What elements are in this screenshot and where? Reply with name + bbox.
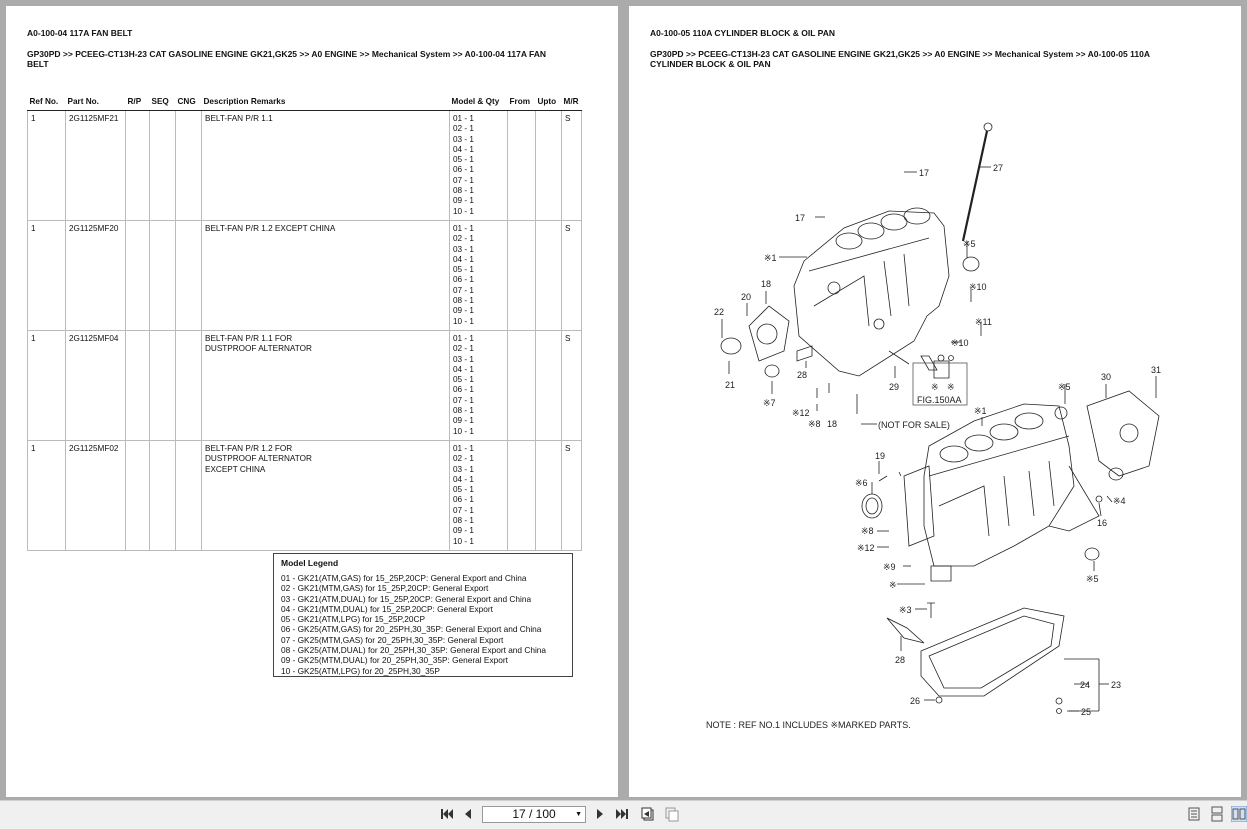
cng-cell <box>176 441 202 551</box>
dipstick-drawing <box>963 123 992 241</box>
model-qty-line: 10 - 1 <box>453 536 474 546</box>
part-no: 2G1125MF02 <box>66 441 126 551</box>
model-qty-line: 02 - 1 <box>453 454 474 464</box>
callout-label: ※4 <box>1113 496 1126 506</box>
model-qty-line: 06 - 1 <box>453 495 474 505</box>
callout-label: 26 <box>910 696 921 706</box>
viewer-toolbar <box>0 800 1247 829</box>
diagram-note: NOTE : REF NO.1 INCLUDES ※MARKED PARTS. <box>706 720 911 730</box>
upto-cell <box>536 331 562 441</box>
legend-item: 05 - GK21(ATM,LPG) for 15_25P,20CP <box>281 614 426 625</box>
model-qty-line: 02 - 1 <box>453 234 474 244</box>
model-qty-line: 08 - 1 <box>453 406 474 416</box>
leader-lines <box>722 167 1156 711</box>
model-qty-line: 08 - 1 <box>453 516 474 526</box>
callout-label: ※12 <box>857 543 875 553</box>
callout-label: ※7 <box>763 398 776 408</box>
model-qty-line: 04 - 1 <box>453 254 474 264</box>
callout-label: 30 <box>1101 372 1112 382</box>
continuous-view-icon[interactable] <box>1209 806 1225 822</box>
model-qty-line: 06 - 1 <box>453 165 474 175</box>
col-header: Model & Qty <box>450 92 508 111</box>
col-header: From <box>508 92 536 111</box>
figure-reference: FIG.150AA <box>917 395 962 405</box>
ref-no: 1 <box>28 441 66 551</box>
model-qty-line: 04 - 1 <box>453 474 474 484</box>
mr-cell: S <box>562 111 582 221</box>
description-line: BELT-FAN P/R 1.1 <box>205 114 273 123</box>
callout-label: ※8 <box>808 419 821 429</box>
model-qty-line: 03 - 1 <box>453 134 474 144</box>
model-qty <box>450 221 508 331</box>
col-header: Description Remarks <box>202 92 450 111</box>
callout-label: ※ <box>889 580 897 590</box>
description-line: BELT-FAN P/R 1.1 FOR <box>205 334 293 343</box>
callout-label: 25 <box>1081 707 1092 717</box>
callout-label: ※ <box>931 382 939 392</box>
rp-cell <box>126 111 150 221</box>
callout-label: ※1 <box>974 406 987 416</box>
callout-label: 31 <box>1151 365 1162 375</box>
from-cell <box>508 111 536 221</box>
model-qty-line: 02 - 1 <box>453 344 474 354</box>
callout-label: ※ <box>947 382 955 392</box>
section-title: A0-100-05 110A CYLINDER BLOCK & OIL PAN <box>650 28 835 38</box>
breadcrumb-line: BELT <box>27 59 49 69</box>
model-qty-line: 05 - 1 <box>453 375 474 385</box>
model-qty-line: 03 - 1 <box>453 354 474 364</box>
not-for-sale-note: (NOT FOR SALE) <box>878 420 950 430</box>
callout-label: 28 <box>895 655 906 665</box>
diagram-labels <box>706 163 1161 730</box>
model-qty-line: 07 - 1 <box>453 285 474 295</box>
callout-label: 21 <box>725 380 736 390</box>
model-qty-line: 07 - 1 <box>453 395 474 405</box>
legend-title: Model Legend <box>281 558 339 568</box>
part-no: 2G1125MF04 <box>66 331 126 441</box>
right-page <box>629 6 1241 797</box>
upper-block-drawing <box>721 208 979 414</box>
callout-label: 24 <box>1080 680 1091 690</box>
callout-label: 18 <box>827 419 838 429</box>
callout-label: 20 <box>741 292 752 302</box>
legend-item: 02 - GK21(MTM,GAS) for 15_25P,20CP: General Export <box>281 583 489 594</box>
callout-label: ※8 <box>861 526 874 536</box>
cng-cell <box>176 331 202 441</box>
exploded-parts-diagram <box>689 116 1209 736</box>
col-header: Part No. <box>66 92 126 111</box>
seq-cell <box>150 331 176 441</box>
model-qty-line: 03 - 1 <box>453 464 474 474</box>
part-no: 2G1125MF20 <box>66 221 126 331</box>
description-line: BELT-FAN P/R 1.2 FOR <box>205 444 293 453</box>
mr-cell: S <box>562 441 582 551</box>
legend-item: 08 - GK25(ATM,DUAL) for 20_25PH,30_35P: General Export and China <box>281 645 547 656</box>
breadcrumb-line: GP30PD >> PCEEG-CT13H-23 CAT GASOLINE ENGINE GK21,GK25 >> A0 ENGINE >> Mechanical System >> A0-100-04 117A FAN <box>27 49 547 59</box>
table-row <box>28 331 582 441</box>
model-qty-line: 03 - 1 <box>453 244 474 254</box>
rp-cell <box>126 441 150 551</box>
callout-label: 22 <box>714 307 725 317</box>
model-qty <box>450 441 508 551</box>
model-qty-line: 06 - 1 <box>453 275 474 285</box>
previous-page-icon[interactable] <box>460 806 476 822</box>
legend-item: 10 - GK25(ATM,LPG) for 20_25PH,30_35P <box>281 665 440 676</box>
description <box>202 111 450 221</box>
rp-cell <box>126 331 150 441</box>
seq-cell <box>150 441 176 551</box>
description <box>202 221 450 331</box>
page-indicator: 17 / 100 <box>512 807 556 821</box>
col-header: R/P <box>126 92 150 111</box>
callout-label: ※9 <box>883 562 896 572</box>
col-header: M/R <box>562 92 582 111</box>
callout-label: ※6 <box>855 478 868 488</box>
model-qty-line: 09 - 1 <box>453 306 474 316</box>
model-qty-line: 01 - 1 <box>453 114 474 123</box>
model-qty-line: 06 - 1 <box>453 385 474 395</box>
upto-cell <box>536 441 562 551</box>
single-page-view-icon[interactable] <box>1186 806 1202 822</box>
callout-label: ※1 <box>764 253 777 263</box>
model-qty-line: 08 - 1 <box>453 186 474 196</box>
model-qty-line: 10 - 1 <box>453 426 474 436</box>
legend-item: 03 - GK21(ATM,DUAL) for 15_25P,20CP: General Export and China <box>281 593 532 604</box>
col-header: SEQ <box>150 92 176 111</box>
legend-item: 09 - GK25(MTM,DUAL) for 20_25PH,30_35P: General Export <box>281 655 508 666</box>
model-qty <box>450 331 508 441</box>
upto-cell <box>536 221 562 331</box>
left-page <box>6 6 618 797</box>
callout-label: 17 <box>795 213 806 223</box>
legend-item: 06 - GK25(ATM,GAS) for 20_25PH,30_35P: General Export and China <box>281 624 542 635</box>
callout-label: 27 <box>993 163 1004 173</box>
mr-cell: S <box>562 221 582 331</box>
model-qty-line: 04 - 1 <box>453 144 474 154</box>
callout-label: ※5 <box>1058 382 1071 392</box>
description-line: DUSTPROOF ALTERNATOR <box>205 344 312 354</box>
breadcrumb <box>27 49 546 69</box>
model-qty-line: 04 - 1 <box>453 364 474 374</box>
section-title: A0-100-04 117A FAN BELT <box>27 28 133 38</box>
description <box>202 441 450 551</box>
model-qty-line: 07 - 1 <box>453 175 474 185</box>
callout-label: 23 <box>1111 680 1122 690</box>
callout-label: 28 <box>797 370 808 380</box>
model-qty-line: 09 - 1 <box>453 196 474 206</box>
ref-no: 1 <box>28 111 66 221</box>
description-line: BELT-FAN P/R 1.2 EXCEPT CHINA <box>205 224 336 233</box>
seq-cell <box>150 111 176 221</box>
col-header: Ref No. <box>28 92 66 111</box>
col-header: Upto <box>536 92 562 111</box>
parts-table <box>27 92 582 551</box>
from-cell <box>508 441 536 551</box>
seq-cell <box>150 221 176 331</box>
model-qty <box>450 111 508 221</box>
model-qty-line: 01 - 1 <box>453 444 474 453</box>
legend-item: 04 - GK21(MTM,DUAL) for 15_25P,20CP: General Export <box>281 603 493 614</box>
model-qty-line: 02 - 1 <box>453 124 474 134</box>
chevron-down-icon: ▼ <box>575 811 582 818</box>
cng-cell <box>176 111 202 221</box>
callout-label: ※10 <box>969 282 987 292</box>
callout-label: ※5 <box>963 239 976 249</box>
ref-no: 1 <box>28 221 66 331</box>
rp-cell <box>126 221 150 331</box>
from-cell <box>508 221 536 331</box>
legend-item: 07 - GK25(MTM,GAS) for 20_25PH,30_35P: General Export <box>281 634 504 645</box>
col-header: CNG <box>176 92 202 111</box>
model-legend <box>273 553 573 677</box>
model-qty-line: 05 - 1 <box>453 265 474 275</box>
first-page-icon[interactable] <box>439 806 455 822</box>
next-page-icon[interactable] <box>592 806 608 822</box>
table-row <box>28 441 582 551</box>
callout-label: 18 <box>761 279 772 289</box>
table-header-row <box>28 92 582 111</box>
callout-label: ※12 <box>792 408 810 418</box>
previous-view-icon[interactable] <box>640 806 656 822</box>
two-page-view-icon[interactable] <box>1231 806 1247 822</box>
ref-no: 1 <box>28 331 66 441</box>
breadcrumb-line: GP30PD >> PCEEG-CT13H-23 CAT GASOLINE ENGINE GK21,GK25 >> A0 ENGINE >> Mechanical System >> A0-100-05 110A <box>650 49 1150 59</box>
callout-label: ※3 <box>899 605 912 615</box>
table-row <box>28 221 582 331</box>
from-cell <box>508 331 536 441</box>
model-qty-line: 08 - 1 <box>453 296 474 306</box>
page-number-select[interactable] <box>482 806 586 823</box>
breadcrumb-line: CYLINDER BLOCK & OIL PAN <box>650 59 771 69</box>
description-line: EXCEPT CHINA <box>205 464 266 474</box>
model-qty-line: 09 - 1 <box>453 416 474 426</box>
description-line: DUSTPROOF ALTERNATOR <box>205 454 312 464</box>
model-qty-line: 07 - 1 <box>453 505 474 515</box>
model-qty-line: 10 - 1 <box>453 316 474 326</box>
part-no: 2G1125MF21 <box>66 111 126 221</box>
callout-label: ※10 <box>951 338 969 348</box>
mr-cell: S <box>562 331 582 441</box>
breadcrumb <box>650 49 1150 69</box>
callout-label: ※5 <box>1086 574 1099 584</box>
model-qty-line: 01 - 1 <box>453 334 474 343</box>
model-qty-line: 10 - 1 <box>453 206 474 216</box>
model-qty-line: 05 - 1 <box>453 485 474 495</box>
callout-label: ※11 <box>975 317 992 327</box>
description <box>202 331 450 441</box>
next-view-icon[interactable] <box>664 806 680 822</box>
callout-label: 19 <box>875 451 886 461</box>
callout-label: 16 <box>1097 518 1108 528</box>
callout-label: 17 <box>919 168 930 178</box>
last-page-icon[interactable] <box>614 806 630 822</box>
cng-cell <box>176 221 202 331</box>
table-row <box>28 111 582 221</box>
legend-item: 01 - GK21(ATM,GAS) for 15_25P,20CP: General Export and China <box>281 573 527 583</box>
model-qty-line: 05 - 1 <box>453 155 474 165</box>
upto-cell <box>536 111 562 221</box>
model-qty-line: 09 - 1 <box>453 526 474 536</box>
model-qty-line: 01 - 1 <box>453 224 474 233</box>
callout-label: 29 <box>889 382 900 392</box>
